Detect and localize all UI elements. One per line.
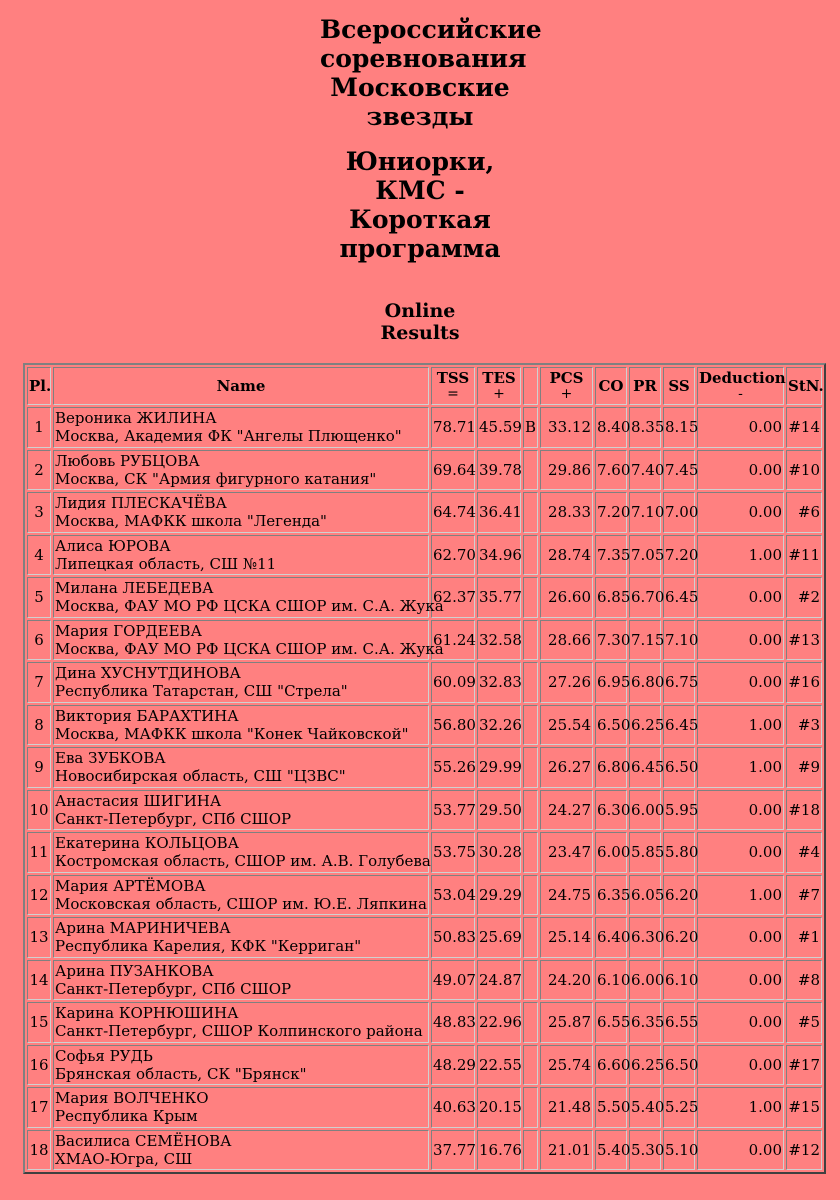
cell-skater — [53, 1130, 429, 1171]
cell-deduction: 0.00 — [697, 917, 784, 958]
cell-start-number: #9 — [786, 747, 822, 788]
header-ss: SS — [663, 367, 695, 405]
event-title-line: Московские — [330, 73, 510, 102]
cell-ss: 6.55 — [663, 1002, 695, 1043]
skater-name: Екатерина КОЛЬЦОВА — [55, 834, 240, 853]
cell-pcs: 26.27 — [540, 747, 593, 788]
event-title-line: Всероссийские — [320, 15, 542, 44]
cell-deduction: 0.00 — [697, 790, 784, 831]
cell-skater — [53, 747, 429, 788]
table-row — [27, 492, 822, 533]
skater-club: Москва, ФАУ МО РФ ЦСКА СШОР им. С.А. Жука — [55, 597, 444, 616]
category-title — [320, 147, 520, 263]
cell-ss: 6.20 — [663, 917, 695, 958]
cell-skater — [53, 832, 429, 873]
cell-deduction: 1.00 — [697, 875, 784, 916]
skater-club: Москва, ФАУ МО РФ ЦСКА СШОР им. С.А. Жука — [55, 639, 444, 658]
cell-pcs: 28.66 — [540, 620, 593, 661]
cell-place: 9 — [27, 747, 51, 788]
header-tss-operator: = — [447, 386, 459, 402]
cell-place: 10 — [27, 790, 51, 831]
cell-co: 6.95 — [595, 662, 627, 703]
results-heading-line: Results — [380, 322, 460, 344]
cell-mark — [523, 747, 538, 788]
skater-name: Анастасия ШИГИНА — [55, 791, 222, 810]
cell-deduction: 1.00 — [697, 747, 784, 788]
cell-pr: 6.00 — [629, 790, 661, 831]
skater-club: Москва, МАФКК школа "Легенда" — [55, 512, 327, 531]
cell-deduction: 0.00 — [697, 620, 784, 661]
cell-mark — [523, 620, 538, 661]
cell-place: 14 — [27, 960, 51, 1001]
cell-start-number: #11 — [786, 535, 822, 576]
cell-tss: 49.07 — [431, 960, 475, 1001]
skater-club: Московская область, СШОР им. Ю.Е. Ляпкина — [55, 894, 427, 913]
cell-place: 1 — [27, 407, 51, 448]
cell-pr: 6.05 — [629, 875, 661, 916]
cell-tes: 16.76 — [477, 1130, 521, 1171]
cell-tes: 35.77 — [477, 577, 521, 618]
cell-mark — [523, 662, 538, 703]
cell-tss: 48.83 — [431, 1002, 475, 1043]
skater-name: Софья РУДЬ — [55, 1046, 153, 1065]
table-row — [27, 1045, 822, 1086]
cell-tss: 37.77 — [431, 1130, 475, 1171]
cell-co: 6.40 — [595, 917, 627, 958]
cell-co: 6.80 — [595, 747, 627, 788]
cell-mark — [523, 1130, 538, 1171]
cell-skater — [53, 407, 429, 448]
cell-pcs: 28.33 — [540, 492, 593, 533]
skater-name: Арина МАРИНИЧЕВА — [55, 919, 231, 938]
cell-co: 6.35 — [595, 875, 627, 916]
event-title — [320, 15, 542, 131]
cell-start-number: #3 — [786, 705, 822, 746]
cell-tes: 30.28 — [477, 832, 521, 873]
cell-start-number: #6 — [786, 492, 822, 533]
cell-pcs: 23.47 — [540, 832, 593, 873]
cell-deduction: 0.00 — [697, 662, 784, 703]
skater-club: Санкт-Петербург, СШОР Колпинского района — [55, 1022, 423, 1041]
category-title-line: КМС - — [375, 176, 465, 205]
cell-ss: 5.25 — [663, 1087, 695, 1128]
cell-ss: 6.50 — [663, 1045, 695, 1086]
header-pcs — [540, 367, 593, 405]
event-title-line: соревнования — [320, 44, 527, 73]
cell-pr: 7.15 — [629, 620, 661, 661]
cell-start-number: #2 — [786, 577, 822, 618]
cell-ss: 6.75 — [663, 662, 695, 703]
cell-tes: 25.69 — [477, 917, 521, 958]
cell-skater — [53, 1002, 429, 1043]
cell-pcs: 21.01 — [540, 1130, 593, 1171]
cell-tes: 39.78 — [477, 450, 521, 491]
cell-co: 6.00 — [595, 832, 627, 873]
skater-club: Санкт-Петербург, СПб СШОР — [55, 979, 292, 998]
cell-co: 6.55 — [595, 1002, 627, 1043]
cell-co: 7.20 — [595, 492, 627, 533]
results-heading-line: Online — [384, 300, 456, 322]
cell-tss: 53.77 — [431, 790, 475, 831]
header-deduction-operator: - — [738, 386, 743, 402]
cell-place: 8 — [27, 705, 51, 746]
skater-name: Василиса СЕМЁНОВА — [55, 1131, 232, 1150]
skater-name: Вероника ЖИЛИНА — [55, 409, 217, 428]
cell-place: 5 — [27, 577, 51, 618]
skater-club: Санкт-Петербург, СПб СШОР — [55, 809, 292, 828]
cell-pcs: 28.74 — [540, 535, 593, 576]
cell-place: 18 — [27, 1130, 51, 1171]
cell-tes: 29.29 — [477, 875, 521, 916]
cell-pr: 5.40 — [629, 1087, 661, 1128]
cell-pcs: 29.86 — [540, 450, 593, 491]
skater-name: Мария ГОРДЕЕВА — [55, 621, 202, 640]
cell-mark — [523, 1002, 538, 1043]
table-row — [27, 747, 822, 788]
cell-ss: 7.00 — [663, 492, 695, 533]
cell-pr: 7.05 — [629, 535, 661, 576]
header-mark — [523, 367, 538, 405]
cell-skater — [53, 875, 429, 916]
skater-name: Милана ЛЕБЕДЕВА — [55, 579, 214, 598]
cell-start-number: #4 — [786, 832, 822, 873]
table-row — [27, 960, 822, 1001]
skater-name: Ева ЗУБКОВА — [55, 749, 166, 768]
table-row — [27, 1002, 822, 1043]
cell-tes: 29.50 — [477, 790, 521, 831]
cell-pr: 6.25 — [629, 1045, 661, 1086]
cell-ss: 7.45 — [663, 450, 695, 491]
cell-ss: 6.45 — [663, 705, 695, 746]
cell-deduction: 0.00 — [697, 1045, 784, 1086]
cell-pcs: 26.60 — [540, 577, 593, 618]
header-tes-label: TES — [482, 369, 516, 387]
cell-tss: 62.70 — [431, 535, 475, 576]
cell-pr: 6.35 — [629, 1002, 661, 1043]
cell-pcs: 33.12 — [540, 407, 593, 448]
cell-place: 6 — [27, 620, 51, 661]
skater-club: ХМАО-Югра, СШ — [55, 1149, 193, 1168]
header-co: CO — [595, 367, 627, 405]
cell-tes: 34.96 — [477, 535, 521, 576]
cell-tss: 56.80 — [431, 705, 475, 746]
cell-mark — [523, 535, 538, 576]
cell-place: 15 — [27, 1002, 51, 1043]
cell-start-number: #17 — [786, 1045, 822, 1086]
cell-ss: 7.10 — [663, 620, 695, 661]
cell-place: 17 — [27, 1087, 51, 1128]
skater-name: Алиса ЮРОВА — [55, 536, 171, 555]
cell-place: 2 — [27, 450, 51, 491]
cell-ss: 5.80 — [663, 832, 695, 873]
cell-deduction: 0.00 — [697, 450, 784, 491]
skater-name: Карина КОРНЮШИНА — [55, 1004, 239, 1023]
category-title-line: Короткая — [349, 205, 491, 234]
cell-tes: 24.87 — [477, 960, 521, 1001]
header-stn: StN. — [786, 367, 822, 405]
header-tes — [477, 367, 521, 405]
cell-mark — [523, 790, 538, 831]
table-row — [27, 832, 822, 873]
cell-tss: 40.63 — [431, 1087, 475, 1128]
cell-tes: 20.15 — [477, 1087, 521, 1128]
cell-deduction: 0.00 — [697, 960, 784, 1001]
cell-mark — [523, 960, 538, 1001]
cell-start-number: #7 — [786, 875, 822, 916]
cell-tss: 53.75 — [431, 832, 475, 873]
cell-co: 5.40 — [595, 1130, 627, 1171]
cell-co: 6.85 — [595, 577, 627, 618]
skater-club: Москва, МАФКК школа "Конек Чайковской" — [55, 724, 409, 743]
cell-deduction: 0.00 — [697, 1002, 784, 1043]
cell-co: 7.35 — [595, 535, 627, 576]
table-row — [27, 407, 822, 448]
cell-mark — [523, 450, 538, 491]
cell-skater — [53, 662, 429, 703]
cell-co: 6.60 — [595, 1045, 627, 1086]
cell-pr: 6.25 — [629, 705, 661, 746]
cell-skater — [53, 917, 429, 958]
cell-deduction: 1.00 — [697, 705, 784, 746]
cell-mark: B — [523, 407, 538, 448]
header-tss-label: TSS — [436, 369, 470, 387]
cell-tes: 32.26 — [477, 705, 521, 746]
cell-tss: 60.09 — [431, 662, 475, 703]
cell-deduction: 0.00 — [697, 832, 784, 873]
cell-skater — [53, 492, 429, 533]
cell-skater — [53, 535, 429, 576]
cell-pcs: 24.27 — [540, 790, 593, 831]
header-tss — [431, 367, 475, 405]
cell-place: 4 — [27, 535, 51, 576]
header-pcs-operator: + — [560, 386, 573, 402]
cell-pr: 8.35 — [629, 407, 661, 448]
category-title-line: Юниорки, — [345, 147, 495, 176]
cell-tss: 53.04 — [431, 875, 475, 916]
header-pr: PR — [629, 367, 661, 405]
cell-mark — [523, 705, 538, 746]
cell-pcs: 24.20 — [540, 960, 593, 1001]
cell-tss: 48.29 — [431, 1045, 475, 1086]
cell-skater — [53, 1087, 429, 1128]
skater-club: Новосибирская область, СШ "ЦЗВС" — [55, 767, 346, 786]
table-row — [27, 535, 822, 576]
cell-co: 7.60 — [595, 450, 627, 491]
results-table — [23, 363, 826, 1174]
cell-pcs: 25.87 — [540, 1002, 593, 1043]
cell-start-number: #8 — [786, 960, 822, 1001]
cell-tss: 64.74 — [431, 492, 475, 533]
cell-tes: 22.96 — [477, 1002, 521, 1043]
online-results-heading — [320, 300, 520, 344]
cell-pcs: 25.14 — [540, 917, 593, 958]
cell-deduction: 1.00 — [697, 1087, 784, 1128]
cell-skater — [53, 790, 429, 831]
header-deduction — [697, 367, 784, 405]
cell-pcs: 25.54 — [540, 705, 593, 746]
cell-co: 5.50 — [595, 1087, 627, 1128]
skater-name: Мария ВОЛЧЕНКО — [55, 1089, 209, 1108]
cell-start-number: #14 — [786, 407, 822, 448]
cell-co: 6.30 — [595, 790, 627, 831]
cell-pr: 5.30 — [629, 1130, 661, 1171]
cell-tes: 32.83 — [477, 662, 521, 703]
cell-co: 6.50 — [595, 705, 627, 746]
cell-pr: 6.70 — [629, 577, 661, 618]
cell-start-number: #1 — [786, 917, 822, 958]
cell-deduction: 0.00 — [697, 577, 784, 618]
cell-tes: 36.41 — [477, 492, 521, 533]
cell-pcs: 27.26 — [540, 662, 593, 703]
cell-ss: 6.50 — [663, 747, 695, 788]
cell-co: 7.30 — [595, 620, 627, 661]
skater-name: Лидия ПЛЕСКАЧЁВА — [55, 494, 227, 513]
cell-mark — [523, 917, 538, 958]
cell-mark — [523, 492, 538, 533]
table-row — [27, 450, 822, 491]
cell-tes: 29.99 — [477, 747, 521, 788]
cell-place: 13 — [27, 917, 51, 958]
cell-tes: 45.59 — [477, 407, 521, 448]
cell-start-number: #10 — [786, 450, 822, 491]
event-title-line: звезды — [366, 102, 474, 131]
skater-club: Костромская область, СШОР им. А.В. Голубева — [55, 852, 431, 871]
table-row — [27, 662, 822, 703]
cell-ss: 6.45 — [663, 577, 695, 618]
cell-pr: 6.00 — [629, 960, 661, 1001]
cell-tss: 62.37 — [431, 577, 475, 618]
cell-tss: 61.24 — [431, 620, 475, 661]
cell-place: 12 — [27, 875, 51, 916]
header-pl: Pl. — [27, 367, 51, 405]
cell-place: 3 — [27, 492, 51, 533]
cell-start-number: #12 — [786, 1130, 822, 1171]
results-body — [27, 407, 822, 1170]
cell-ss: 7.20 — [663, 535, 695, 576]
table-row — [27, 1130, 822, 1171]
cell-deduction: 0.00 — [697, 407, 784, 448]
header-pcs-label: PCS — [549, 369, 584, 387]
cell-pr: 6.30 — [629, 917, 661, 958]
header-tes-operator: + — [493, 386, 505, 402]
cell-pr: 6.45 — [629, 747, 661, 788]
cell-tss: 55.26 — [431, 747, 475, 788]
cell-pr: 5.85 — [629, 832, 661, 873]
cell-mark — [523, 832, 538, 873]
skater-club: Республика Татарстан, СШ "Стрела" — [55, 682, 348, 701]
cell-mark — [523, 875, 538, 916]
cell-skater — [53, 620, 444, 661]
table-row — [27, 705, 822, 746]
table-row — [27, 1087, 822, 1128]
cell-tss: 69.64 — [431, 450, 475, 491]
cell-ss: 8.15 — [663, 407, 695, 448]
cell-ss: 5.95 — [663, 790, 695, 831]
cell-skater — [53, 450, 429, 491]
table-row — [27, 790, 822, 831]
skater-club: Москва, СК "Армия фигурного катания" — [55, 469, 377, 488]
skater-club: Республика Крым — [55, 1107, 198, 1126]
cell-pr: 7.40 — [629, 450, 661, 491]
cell-deduction: 0.00 — [697, 1130, 784, 1171]
cell-co: 6.10 — [595, 960, 627, 1001]
cell-co: 8.40 — [595, 407, 627, 448]
category-title-line: программа — [339, 234, 501, 263]
cell-ss: 6.10 — [663, 960, 695, 1001]
cell-place: 16 — [27, 1045, 51, 1086]
cell-mark — [523, 1087, 538, 1128]
cell-start-number: #15 — [786, 1087, 822, 1128]
cell-ss: 6.20 — [663, 875, 695, 916]
skater-name: Арина ПУЗАНКОВА — [55, 961, 214, 980]
cell-tes: 22.55 — [477, 1045, 521, 1086]
cell-skater — [53, 577, 444, 618]
cell-pcs: 24.75 — [540, 875, 593, 916]
cell-tss: 78.71 — [431, 407, 475, 448]
cell-mark — [523, 1045, 538, 1086]
skater-name: Виктория БАРАХТИНА — [55, 706, 239, 725]
table-row — [27, 620, 822, 661]
skater-name: Дина ХУСНУТДИНОВА — [55, 664, 241, 683]
table-row — [27, 917, 822, 958]
cell-skater — [53, 1045, 429, 1086]
skater-name: Любовь РУБЦОВА — [55, 451, 200, 470]
header-deduction-label: Deduction — [699, 369, 786, 387]
header-name: Name — [53, 367, 429, 405]
cell-skater — [53, 960, 429, 1001]
cell-skater — [53, 705, 429, 746]
skater-club: Липецкая область, СШ №11 — [55, 554, 277, 573]
cell-ss: 5.10 — [663, 1130, 695, 1171]
cell-tes: 32.58 — [477, 620, 521, 661]
cell-start-number: #13 — [786, 620, 822, 661]
cell-pr: 7.10 — [629, 492, 661, 533]
cell-deduction: 1.00 — [697, 535, 784, 576]
cell-deduction: 0.00 — [697, 492, 784, 533]
table-row — [27, 875, 822, 916]
table-row — [27, 577, 822, 618]
cell-place: 11 — [27, 832, 51, 873]
cell-start-number: #5 — [786, 1002, 822, 1043]
cell-pr: 6.80 — [629, 662, 661, 703]
cell-tss: 50.83 — [431, 917, 475, 958]
skater-club: Москва, Академия ФК "Ангелы Плющенко" — [55, 427, 402, 446]
cell-pcs: 25.74 — [540, 1045, 593, 1086]
cell-mark — [523, 577, 538, 618]
table-header-row — [27, 367, 822, 405]
cell-start-number: #18 — [786, 790, 822, 831]
skater-club: Брянская область, СК "Брянск" — [55, 1064, 307, 1083]
cell-start-number: #16 — [786, 662, 822, 703]
cell-place: 7 — [27, 662, 51, 703]
cell-pcs: 21.48 — [540, 1087, 593, 1128]
skater-name: Мария АРТЁМОВА — [55, 876, 206, 895]
skater-club: Республика Карелия, КФК "Керриган" — [55, 937, 362, 956]
